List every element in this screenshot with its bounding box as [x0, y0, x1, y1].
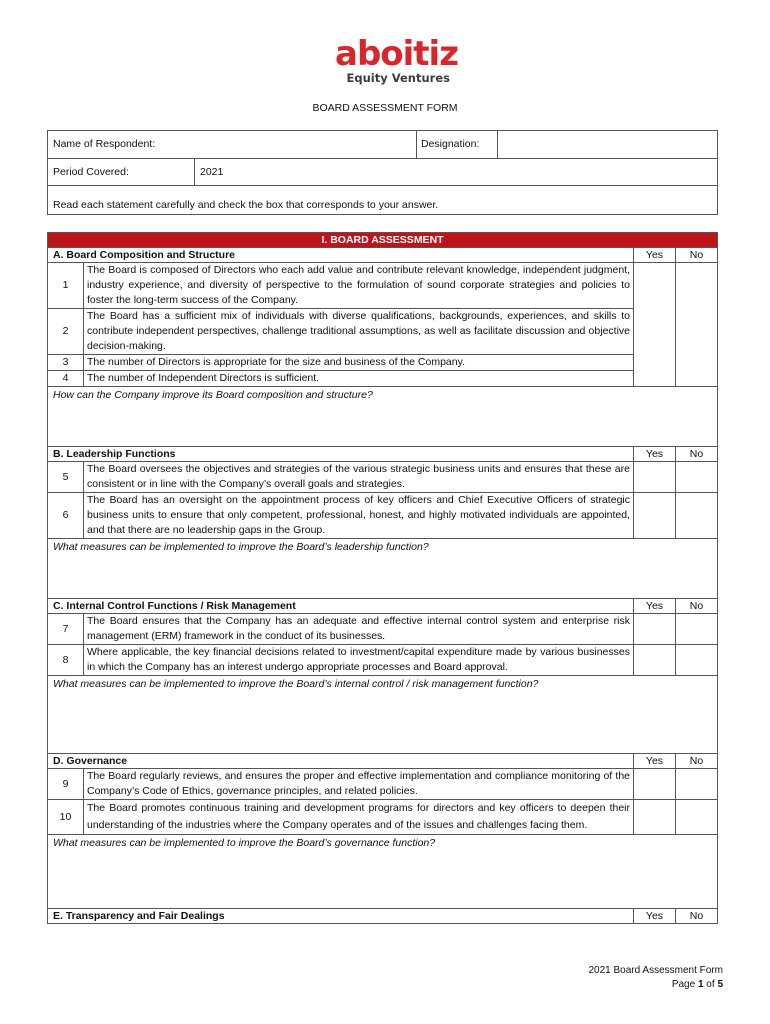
yes-header: Yes: [634, 909, 676, 924]
item-number: 3: [48, 355, 84, 371]
item-statement: The number of Directors is appropriate for the size and business of the Company.: [84, 355, 634, 371]
item-number: 8: [48, 645, 84, 676]
item-number: 5: [48, 462, 84, 493]
board-assessment-table: [47, 232, 718, 924]
form-title: BOARD ASSESSMENT FORM: [312, 102, 458, 114]
item-statement: The Board oversees the objectives and strategies of the various strategic business units and ensures that these are consistent or in line with the Company’s overall goals and strategies.: [84, 462, 634, 493]
item-number: 10: [48, 800, 84, 835]
designation-field[interactable]: [498, 131, 718, 159]
comment-box-d[interactable]: What measures can be implemented to improve the Board’s governance function?: [48, 835, 718, 909]
item-statement: The Board is composed of Directors who each add value and contribute relevant knowledge, independent judgment, industry experience, and diversity of perspective to the formulation of sound corporate strategies and policies to foster the long-term success of the Company.: [84, 263, 634, 309]
respondent-info-table: [47, 130, 718, 215]
period-label: Period Covered:: [48, 159, 195, 186]
comment-box-b[interactable]: What measures can be implemented to improve the Board’s leadership function?: [48, 539, 718, 599]
company-logo: [318, 36, 458, 88]
part-title: I. BOARD ASSESSMENT: [48, 233, 718, 248]
item-statement: The Board has a sufficient mix of individuals with diverse qualifications, backgrounds, experiences, and skills to contribute independent perspectives, challenge traditional assumptions, as well as facilitate discussion and objective decision-making.: [84, 309, 634, 355]
page-prefix: Page: [671, 979, 698, 990]
no-checkbox[interactable]: [676, 493, 718, 539]
section-title-d: D. Governance: [48, 754, 634, 769]
yes-checkbox[interactable]: [634, 493, 676, 539]
yes-checkbox[interactable]: [634, 462, 676, 493]
no-header: No: [676, 248, 718, 263]
item-statement: The Board ensures that the Company has an adequate and effective internal control system and enterprise risk management (ERM) framework in the conduct of its businesses.: [84, 614, 634, 645]
logo-brand: aboitiz: [335, 34, 458, 74]
no-header: No: [676, 447, 718, 462]
no-checkbox[interactable]: [676, 769, 718, 800]
item-number: 4: [48, 371, 84, 387]
footer-page-number: [588, 978, 723, 992]
item-number: 6: [48, 493, 84, 539]
logo-tagline: Equity Ventures: [346, 71, 450, 85]
no-checkbox[interactable]: [676, 800, 718, 835]
item-statement: The Board promotes continuous training and development programs for directors and key officers to deepen their understanding of the industries where the Company operates and of the issues and challenges facing them.: [84, 800, 634, 835]
item-number: 1: [48, 263, 84, 309]
no-header: No: [676, 909, 718, 924]
item-statement: The Board regularly reviews, and ensures the proper and effective implementation and compliance monitoring of the Company’s Code of Ethics, governance principles, and related policies.: [84, 769, 634, 800]
item-number: 2: [48, 309, 84, 355]
no-header: No: [676, 754, 718, 769]
comment-box-a[interactable]: How can the Company improve its Board composition and structure?: [48, 387, 718, 447]
no-checkbox[interactable]: [676, 645, 718, 676]
item-statement: The number of Independent Directors is sufficient.: [84, 371, 634, 387]
item-statement: Where applicable, the key financial decisions related to investment/capital expenditure made by various businesses in which the Company has an interest undergo appropriate processes and Board approval.: [84, 645, 634, 676]
no-checkbox[interactable]: [676, 263, 718, 387]
respondent-label: Name of Respondent:: [48, 131, 417, 159]
yes-header: Yes: [634, 248, 676, 263]
comment-box-c[interactable]: What measures can be implemented to improve the Board’s internal control / risk management function?: [48, 676, 718, 754]
period-field[interactable]: 2021: [195, 159, 718, 186]
yes-checkbox[interactable]: [634, 800, 676, 835]
section-title-a: A. Board Composition and Structure: [48, 248, 634, 263]
no-checkbox[interactable]: [676, 462, 718, 493]
item-statement: The Board has an oversight on the appointment process of key officers and Chief Executive Officers of strategic business units to ensure that only competent, professional, honest, and highly motivated individuals are appointed, and that there are no leadership gaps in the Group.: [84, 493, 634, 539]
yes-checkbox[interactable]: [634, 769, 676, 800]
section-title-b: B. Leadership Functions: [48, 447, 634, 462]
section-title-e: E. Transparency and Fair Dealings: [48, 909, 634, 924]
yes-checkbox[interactable]: [634, 614, 676, 645]
yes-checkbox[interactable]: [634, 645, 676, 676]
no-header: No: [676, 599, 718, 614]
yes-header: Yes: [634, 447, 676, 462]
section-title-c: C. Internal Control Functions / Risk Management: [48, 599, 634, 614]
instruction-text: Read each statement carefully and check the box that corresponds to your answer.: [48, 186, 718, 215]
page-mid: of: [703, 979, 718, 990]
yes-header: Yes: [634, 599, 676, 614]
yes-header: Yes: [634, 754, 676, 769]
item-number: 7: [48, 614, 84, 645]
footer-doc-name: 2021 Board Assessment Form: [588, 965, 723, 976]
page-total: 5: [717, 979, 723, 990]
item-number: 9: [48, 769, 84, 800]
page-footer: [588, 964, 723, 992]
designation-label: Designation:: [417, 131, 498, 159]
no-checkbox[interactable]: [676, 614, 718, 645]
yes-checkbox[interactable]: [634, 263, 676, 387]
page-current: 1: [697, 979, 704, 990]
